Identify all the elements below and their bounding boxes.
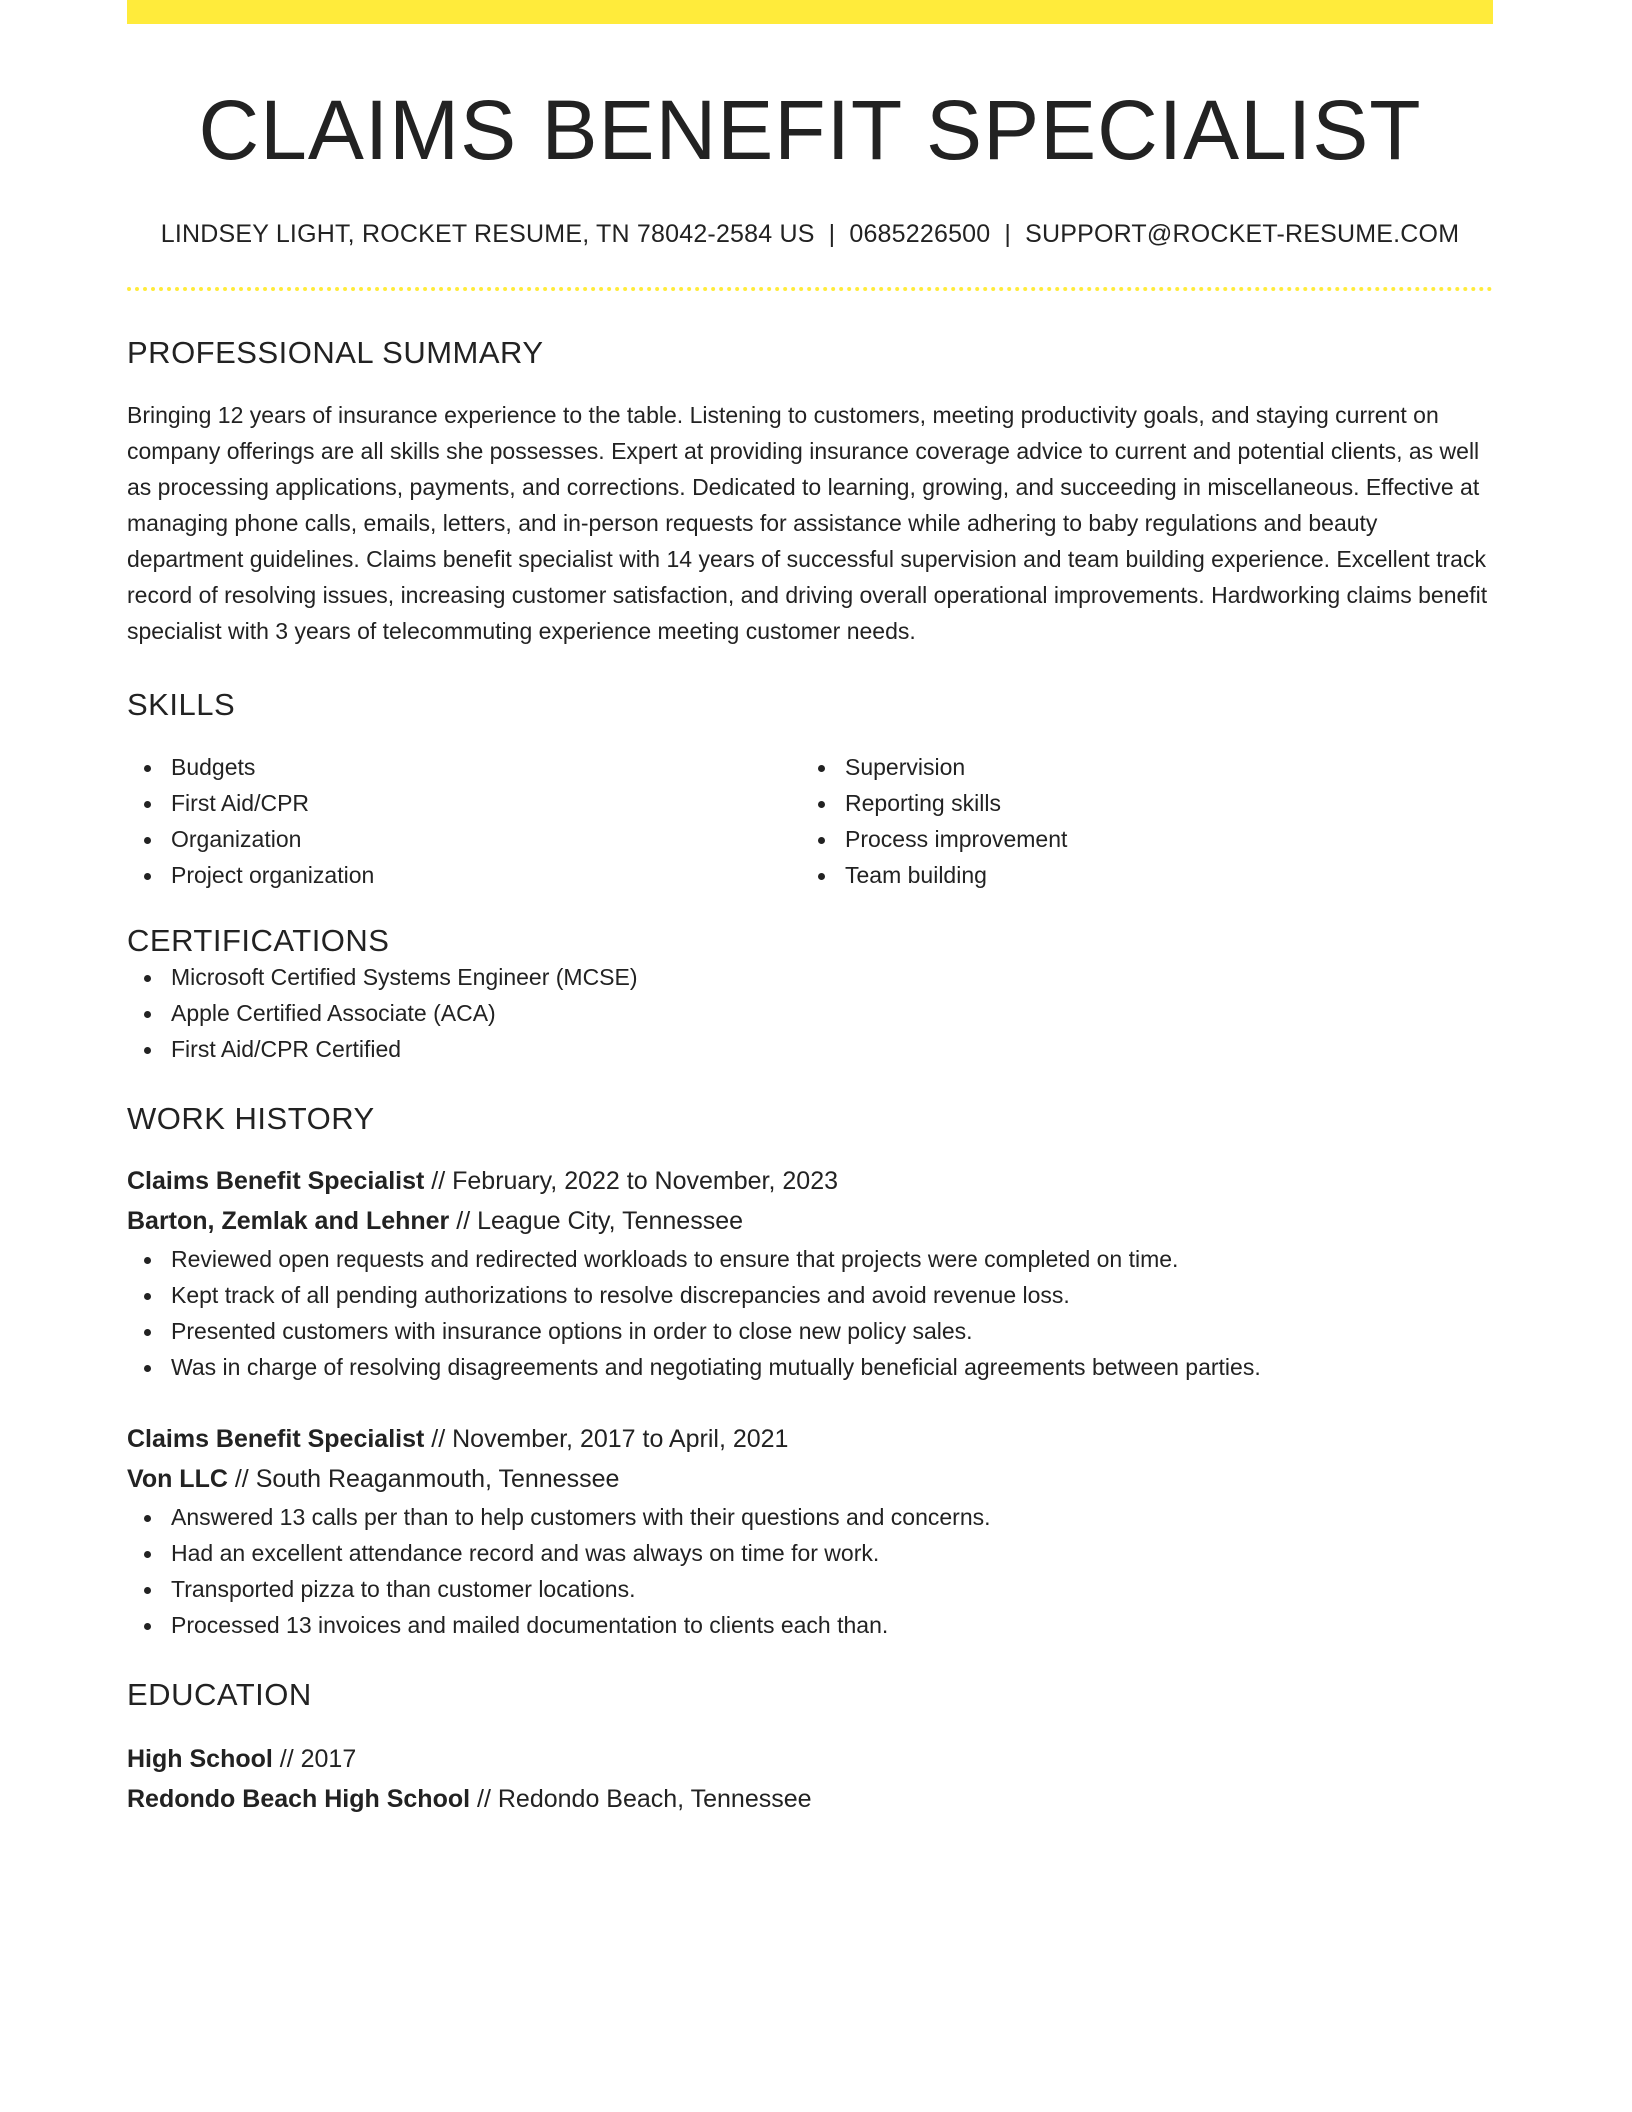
summary-paragraph: Bringing 12 years of insurance experience to the table. Listening to customers, meeting productivity goals, and staying current on company offerings are all skills she possesses. Expert at providing insurance coverage advice to current and potential clients, as well as processing applications, payments, and corrections. Dedicated to learning, growing, and succeeding in miscellaneous. Effective at managing phone calls, emails, letters, and in-person requests for assistance while adhering to baby regulations and beauty department guidelines. Claims benefit specialist with 14 years of successful supervision and team building experience. Excellent track record of resolving issues, increasing customer satisfaction, and driving overall operational improvements. Hardworking claims benefit specialist with 3 years of telecommuting experience meeting customer needs. [127,402,1488,645]
contact-phone: 0685226500 [849,220,991,249]
job-location: // South Reaganmouth, Tennessee [234,1465,620,1494]
job-title: Claims Benefit Specialist [127,1167,425,1196]
education-year: // 2017 [279,1745,357,1774]
resume-title: CLAIMS BENEFIT SPECIALIST [198,83,1422,177]
job-title: Claims Benefit Specialist [127,1425,425,1454]
skill-item: Project organization [127,857,801,893]
skill-item: Team building [801,857,1475,893]
skills-grid [127,749,1493,893]
accent-top-bar [127,0,1493,24]
section-heading-education: EDUCATION [127,1677,312,1713]
contact-separator: | [1004,220,1012,249]
section-heading-certifications: CERTIFICATIONS [127,923,390,959]
skill-item: Budgets [127,749,801,785]
section-heading-work-history: WORK HISTORY [127,1101,375,1137]
certification-item: First Aid/CPR Certified [127,1031,1493,1067]
job-bullets [127,1241,1493,1385]
job-bullet: Had an excellent attendance record and was always on time for work. [127,1535,1493,1571]
skill-item: Process improvement [801,821,1475,857]
skills-column-left [127,749,801,893]
job-dates: // November, 2017 to April, 2021 [431,1425,789,1454]
contact-address: LINDSEY LIGHT, ROCKET RESUME, TN 78042-2584 US [160,220,815,249]
education-school-line [127,1779,1493,1819]
job-location: // League City, Tennessee [456,1207,744,1236]
skill-item: First Aid/CPR [127,785,801,821]
job-bullet: Reviewed open requests and redirected workloads to ensure that projects were completed on time. [127,1241,1493,1277]
skill-item: Reporting skills [801,785,1475,821]
job-entry [127,1161,1493,1385]
skills-column-right [801,749,1475,893]
job-company-line [127,1459,1493,1499]
job-bullet: Processed 13 invoices and mailed documentation to clients each than. [127,1607,1493,1643]
job-company: Von LLC [127,1465,228,1494]
education-degree-line [127,1739,1493,1779]
job-dates: // February, 2022 to November, 2023 [431,1167,838,1196]
job-entry [127,1419,1493,1643]
job-title-line [127,1161,1493,1201]
contact-separator: | [828,220,836,249]
job-bullet: Transported pizza to than customer locations. [127,1571,1493,1607]
skill-item: Supervision [801,749,1475,785]
certifications-list [127,959,1493,1067]
job-title-line [127,1419,1493,1459]
skill-item: Organization [127,821,801,857]
job-bullet: Was in charge of resolving disagreements and negotiating mutually beneficial agreements between parties. [127,1349,1493,1385]
dotted-divider [127,287,1493,291]
certification-item: Microsoft Certified Systems Engineer (MCSE) [127,959,1493,995]
certification-item: Apple Certified Associate (ACA) [127,995,1493,1031]
section-heading-skills: SKILLS [127,687,236,723]
education-location: // Redondo Beach, Tennessee [477,1785,812,1814]
contact-email: SUPPORT@ROCKET-RESUME.COM [1025,220,1460,249]
job-company-line [127,1201,1493,1241]
resume-page [127,0,1493,1819]
job-bullet: Presented customers with insurance options in order to close new policy sales. [127,1313,1493,1349]
job-company: Barton, Zemlak and Lehner [127,1207,450,1236]
job-bullet: Answered 13 calls per than to help customers with their questions and concerns. [127,1499,1493,1535]
contact-line [127,220,1493,249]
job-bullets [127,1499,1493,1643]
section-heading-summary: PROFESSIONAL SUMMARY [127,335,544,371]
job-bullet: Kept track of all pending authorizations to resolve discrepancies and avoid revenue loss. [127,1277,1493,1313]
education-degree: High School [127,1745,273,1774]
education-school: Redondo Beach High School [127,1785,471,1814]
